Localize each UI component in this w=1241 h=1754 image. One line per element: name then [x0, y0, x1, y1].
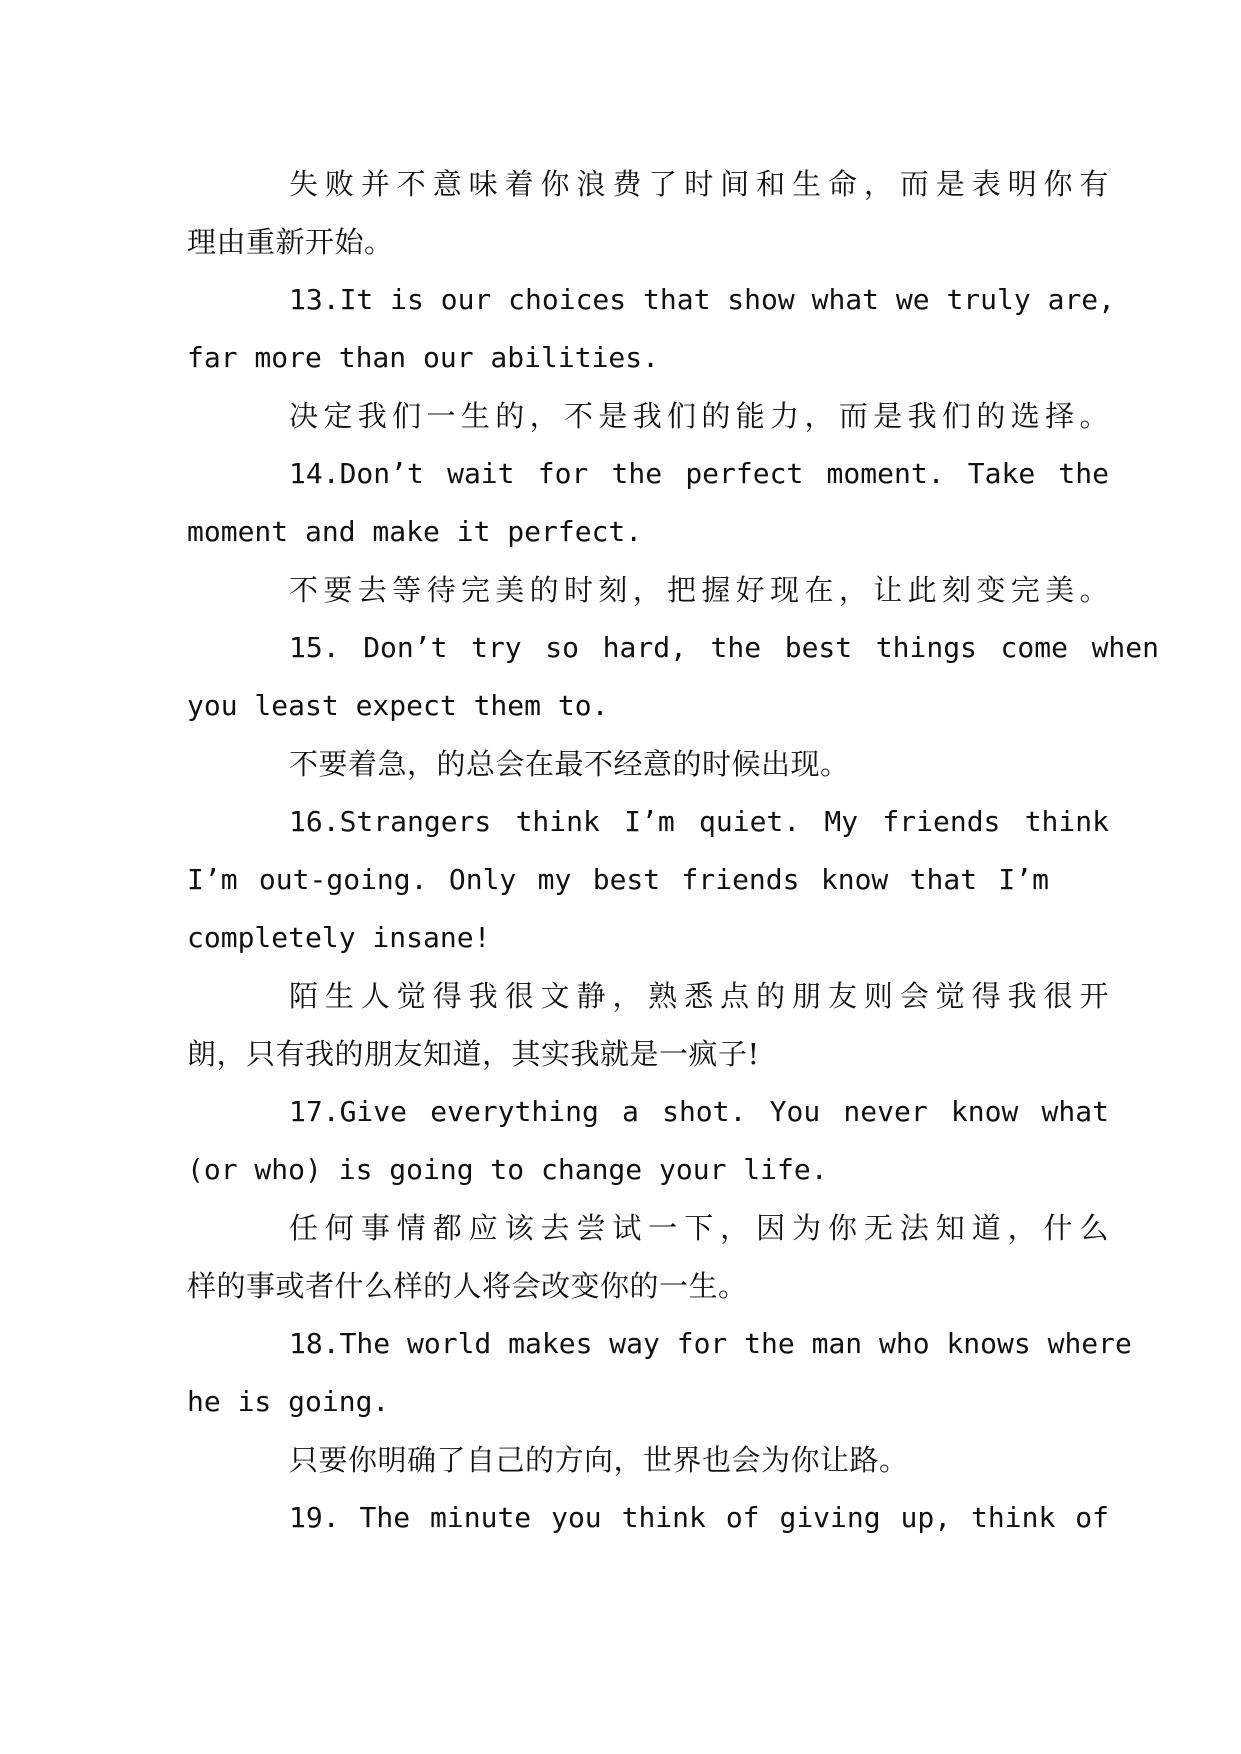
- paragraph-line: far more than our abilities.: [187, 341, 660, 374]
- paragraph-line: 16.Strangers think I’m quiet. My friends think: [289, 805, 1109, 838]
- paragraph-line: 陌生人觉得我很文静，熟悉点的朋友则会觉得我很开: [289, 979, 1109, 1013]
- paragraph-line: he is going.: [187, 1385, 390, 1418]
- paragraph-line: 19. The minute you think of giving up, think of: [289, 1501, 1109, 1534]
- paragraph-line: 任何事情都应该去尝试一下，因为你无法知道，什么: [289, 1211, 1109, 1245]
- paragraph-line: 样的事或者什么样的人将会改变你的一生。: [187, 1269, 748, 1303]
- paragraph-line: 14.Don’t wait for the perfect moment. Take the: [289, 457, 1109, 490]
- paragraph-line: 失败并不意味着你浪费了时间和生命，而是表明你有: [289, 167, 1109, 201]
- paragraph-line: 决定我们一生的，不是我们的能力，而是我们的选择。: [289, 399, 1109, 433]
- paragraph-line: 只要你明确了自己的方向，世界也会为你让路。: [289, 1443, 909, 1477]
- paragraph-line: 13.It is our choices that show what we truly are,: [289, 283, 1116, 316]
- paragraph-line: moment and make it perfect.: [187, 515, 643, 548]
- paragraph-line: 不要去等待完美的时刻，把握好现在，让此刻变完美。: [289, 573, 1109, 607]
- paragraph-line: I’m out-going. Only my best friends know that I’m: [187, 863, 1049, 896]
- paragraph-line: 朗，只有我的朋友知道，其实我就是一疯子!: [187, 1037, 760, 1071]
- paragraph-line: 18.The world makes way for the man who knows where: [289, 1327, 1132, 1360]
- paragraph-line: 理由重新开始。: [187, 225, 394, 259]
- paragraph-line: 17.Give everything a shot. You never know what: [289, 1095, 1109, 1128]
- paragraph-line: completely insane!: [187, 921, 491, 954]
- paragraph-line: 不要着急，的总会在最不经意的时候出现。: [289, 747, 850, 781]
- paragraph-line: (or who) is going to change your life.: [187, 1153, 828, 1186]
- paragraph-line: you least expect them to.: [187, 689, 609, 722]
- paragraph-line: 15. Don’t try so hard, the best things come when: [289, 631, 1159, 664]
